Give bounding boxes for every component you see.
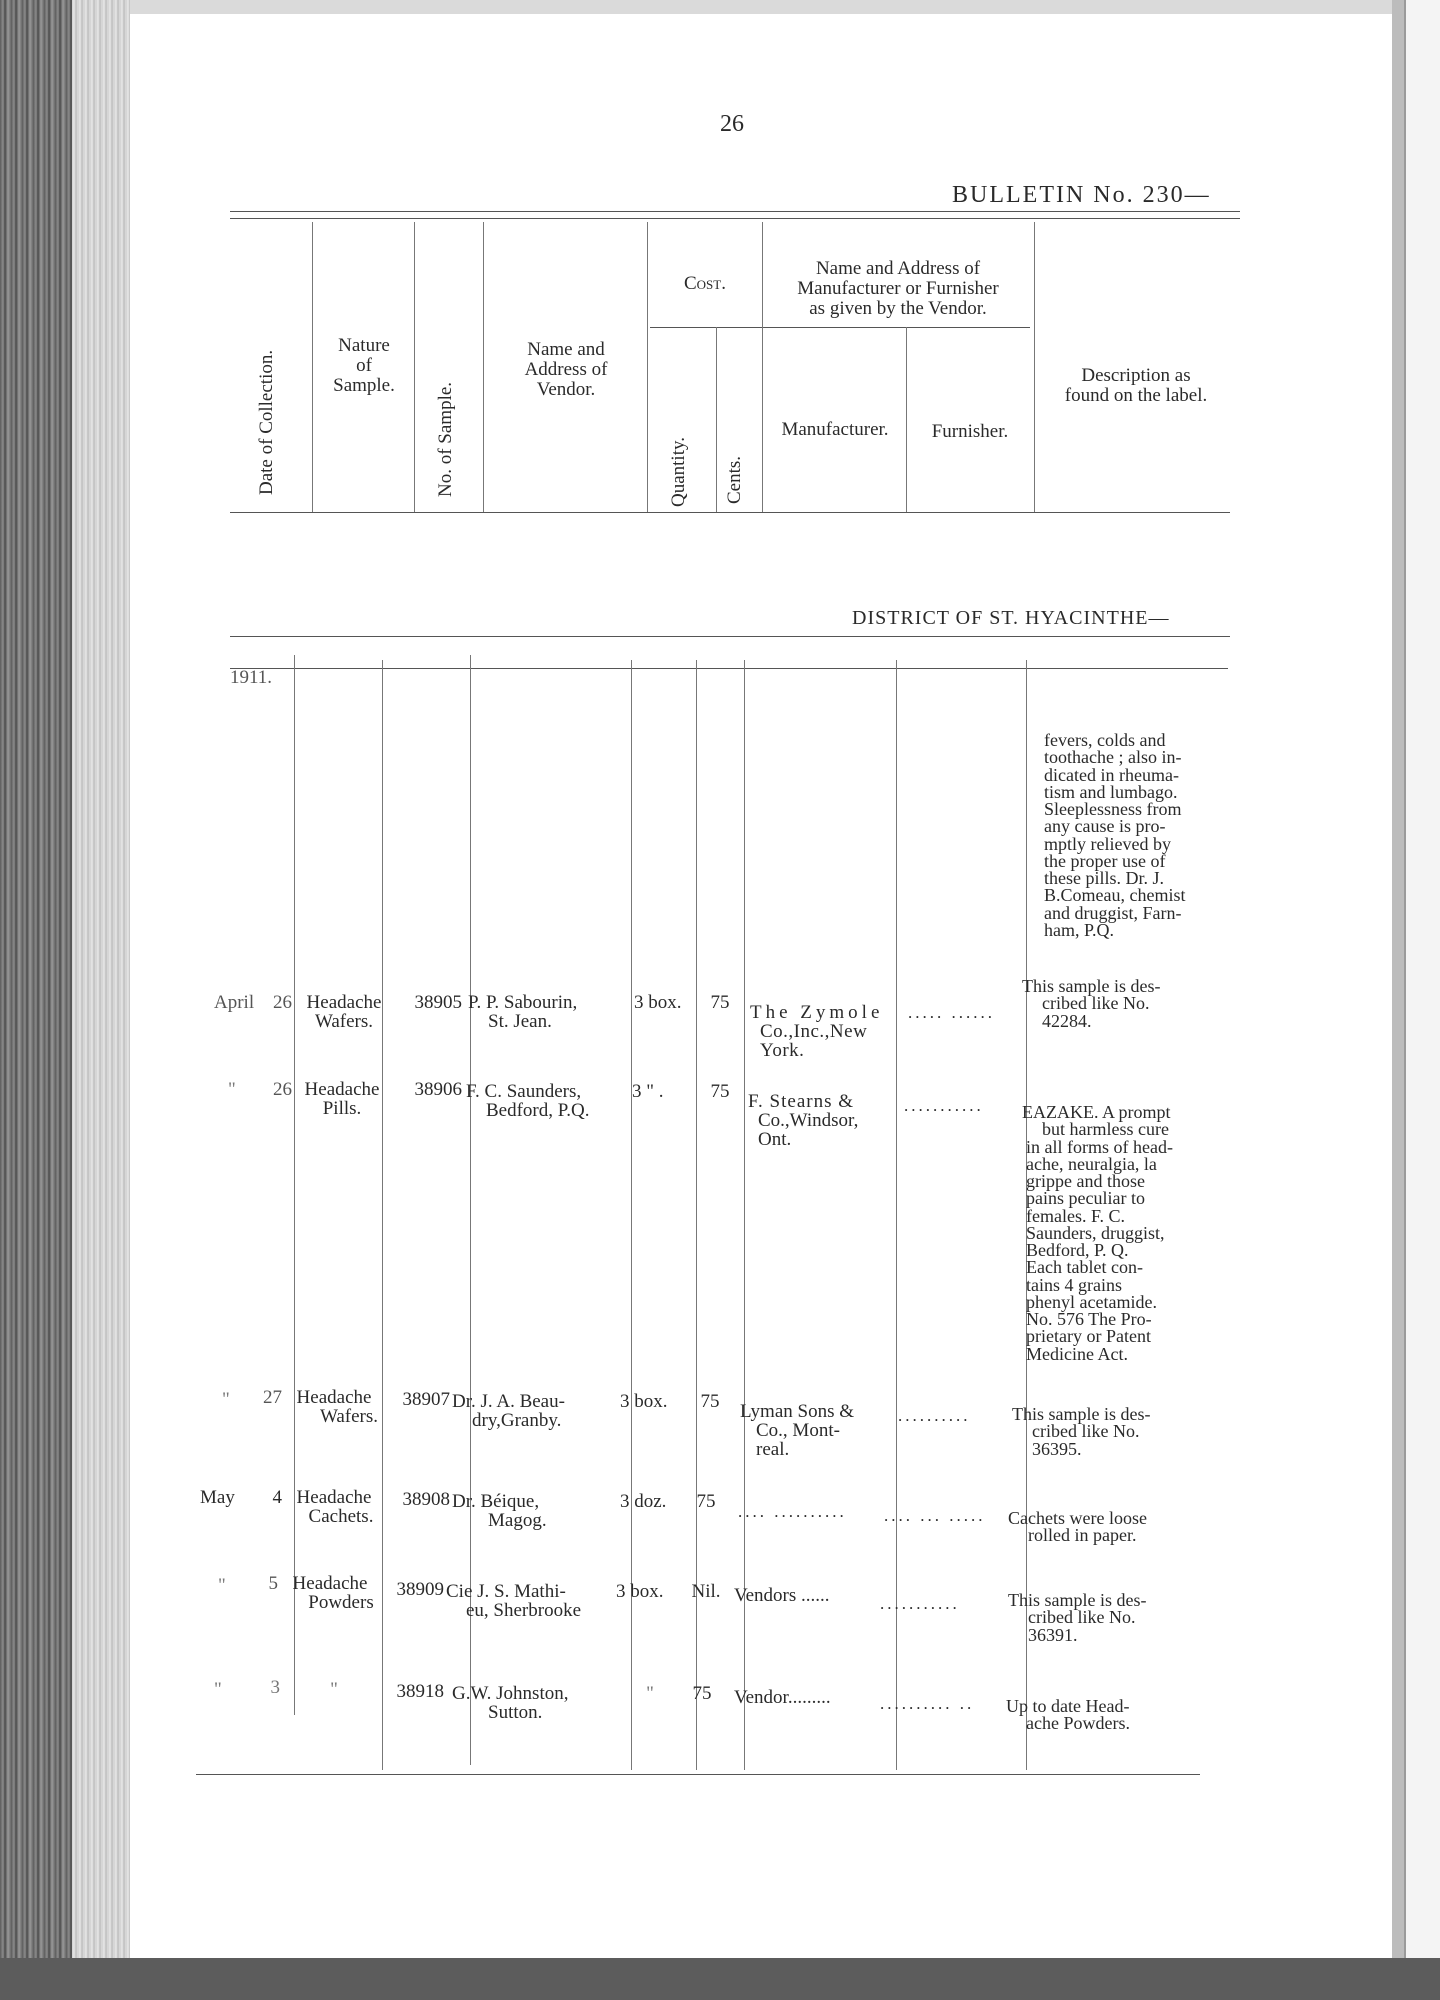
row-vendor: Dr. J. A. Beau- dry,Granby.	[452, 1391, 565, 1431]
row-manufacturer: Lyman Sons & Co., Mont- real.	[740, 1401, 855, 1460]
header-manufacturer: Manufacturer.	[781, 419, 889, 440]
row-sample-no: 38906	[414, 1079, 462, 1100]
row-day: 27	[263, 1387, 282, 1408]
row-description: EAZAKE. A prompt but harmless cure in all forms of head- ache, neuralgia, la grippe and those pains peculiar to females. F. C. Saunders, druggist, Bedford, P. Q. Each tablet con- tains 4 grains phenyl acetamide. No. 576 The Pro- prietary or Patent Medicine Act.	[1022, 1102, 1173, 1364]
row-nature: Headache Wafers.	[306, 992, 382, 1032]
header-description: Description as found on the label.	[1064, 365, 1208, 406]
row-manufacturer: F. Stearns & Co.,Windsor, Ont.	[748, 1091, 859, 1150]
row-quantity: 3 box.	[634, 992, 682, 1013]
row-cents: 75	[700, 1391, 720, 1412]
row-manufacturer: Vendor.........	[734, 1687, 831, 1708]
row-day: 26	[273, 1079, 292, 1100]
row-sample-no: 38905	[414, 992, 462, 1013]
row-cents: 75	[710, 992, 730, 1013]
row-vendor: G.W. Johnston, Sutton.	[452, 1683, 569, 1723]
header-cents: Cents.	[724, 455, 745, 504]
row-quantity: 3 box.	[620, 1391, 668, 1412]
header-date: Date of Collection.	[256, 349, 277, 495]
header-cost: Cost.	[684, 273, 726, 294]
row-description: Cachets were loose rolled in paper.	[1008, 1508, 1147, 1546]
row-quantity: "	[646, 1683, 654, 1704]
row-sample-no: 38909	[396, 1579, 444, 1600]
row-month: "	[218, 1575, 226, 1596]
row-cents: 75	[692, 1683, 712, 1704]
row-vendor: Dr. Béique, Magog.	[452, 1491, 547, 1531]
row-description: This sample is des- cribed like No. 36391.	[1008, 1590, 1147, 1645]
row-vendor: Cie J. S. Mathi- eu, Sherbrooke	[446, 1581, 582, 1621]
row-cents: 75	[710, 1081, 730, 1102]
row-nature: "	[330, 1679, 338, 1700]
row-nature: Headache Cachets.	[296, 1487, 374, 1527]
row-month: "	[228, 1079, 236, 1100]
row-day: 26	[273, 992, 292, 1013]
row-furnisher: ..........	[898, 1406, 971, 1425]
row-furnisher: .......... ..	[880, 1694, 975, 1713]
row-manufacturer: .... ..........	[738, 1502, 847, 1521]
row-nature: Headache Wafers.	[296, 1387, 379, 1427]
row-nature: Headache Powders	[292, 1573, 374, 1613]
row-description: This sample is des- cribed like No. 36395.	[1012, 1404, 1151, 1459]
book-spine	[0, 0, 72, 2000]
row-cents: Nil.	[691, 1581, 721, 1602]
row-day: 4	[272, 1487, 282, 1508]
running-head: BULLETIN No. 230—	[952, 182, 1211, 208]
row-furnisher: ...........	[880, 1594, 960, 1613]
row-sample-no: 38918	[396, 1681, 444, 1702]
row-sample-no: 38907	[402, 1389, 450, 1410]
page-edges	[72, 0, 130, 2000]
row-manufacturer: Vendors ......	[734, 1585, 830, 1606]
next-page-edge	[1404, 0, 1440, 2000]
district-heading: DISTRICT OF ST. HYACINTHE—	[852, 607, 1170, 629]
header-furnisher: Furnisher.	[931, 421, 1009, 442]
row-description: Up to date Head- ache Powders.	[1006, 1696, 1130, 1734]
header-vendor: Name and Address of Vendor.	[524, 339, 608, 400]
row-day: 5	[268, 1573, 278, 1594]
row-furnisher: ..... ......	[908, 1003, 995, 1022]
row-quantity: 3 box.	[616, 1581, 664, 1602]
header-sample-no: No. of Sample.	[435, 381, 456, 497]
row-description: This sample is des- cribed like No. 42284.	[1022, 976, 1161, 1031]
row-furnisher: .... ... .....	[884, 1506, 986, 1525]
row-month: May	[200, 1487, 235, 1508]
row-quantity: 3 " .	[632, 1081, 664, 1102]
row-day: 3	[270, 1677, 280, 1698]
scan-bottom-edge	[0, 1958, 1440, 2000]
row-vendor: P. P. Sabourin, St. Jean.	[468, 992, 578, 1032]
row-manufacturer: The Zymole Co.,Inc.,New York.	[750, 1002, 884, 1061]
row-cents: 75	[696, 1491, 716, 1512]
header-nature: Nature of Sample.	[333, 335, 395, 396]
row-month: "	[222, 1389, 230, 1410]
scan-top-edge	[130, 0, 1440, 14]
row-furnisher: ...........	[904, 1096, 984, 1115]
continued-description: fevers, colds and toothache ; also in- dicated in rheuma- tism and lumbago. Sleeplessness from any cause is pro- mptly relieved by the proper use of these pills. Dr. J. B.Comeau, chemist and druggist, Farn- ham, P.Q.	[1044, 730, 1186, 940]
row-nature: Headache Pills.	[304, 1079, 380, 1119]
page-number: 26	[720, 111, 744, 137]
year-label: 1911.	[230, 667, 273, 688]
row-quantity: 3 doz.	[620, 1491, 667, 1512]
header-manufacturer-group: Name and Address of Manufacturer or Furnisher as given by the Vendor.	[797, 258, 999, 319]
row-vendor: F. C. Saunders, Bedford, P.Q.	[466, 1081, 590, 1121]
row-month: "	[214, 1679, 222, 1700]
row-month: April	[214, 992, 255, 1013]
row-sample-no: 38908	[402, 1489, 450, 1510]
header-quantity: Quantity.	[668, 436, 689, 507]
